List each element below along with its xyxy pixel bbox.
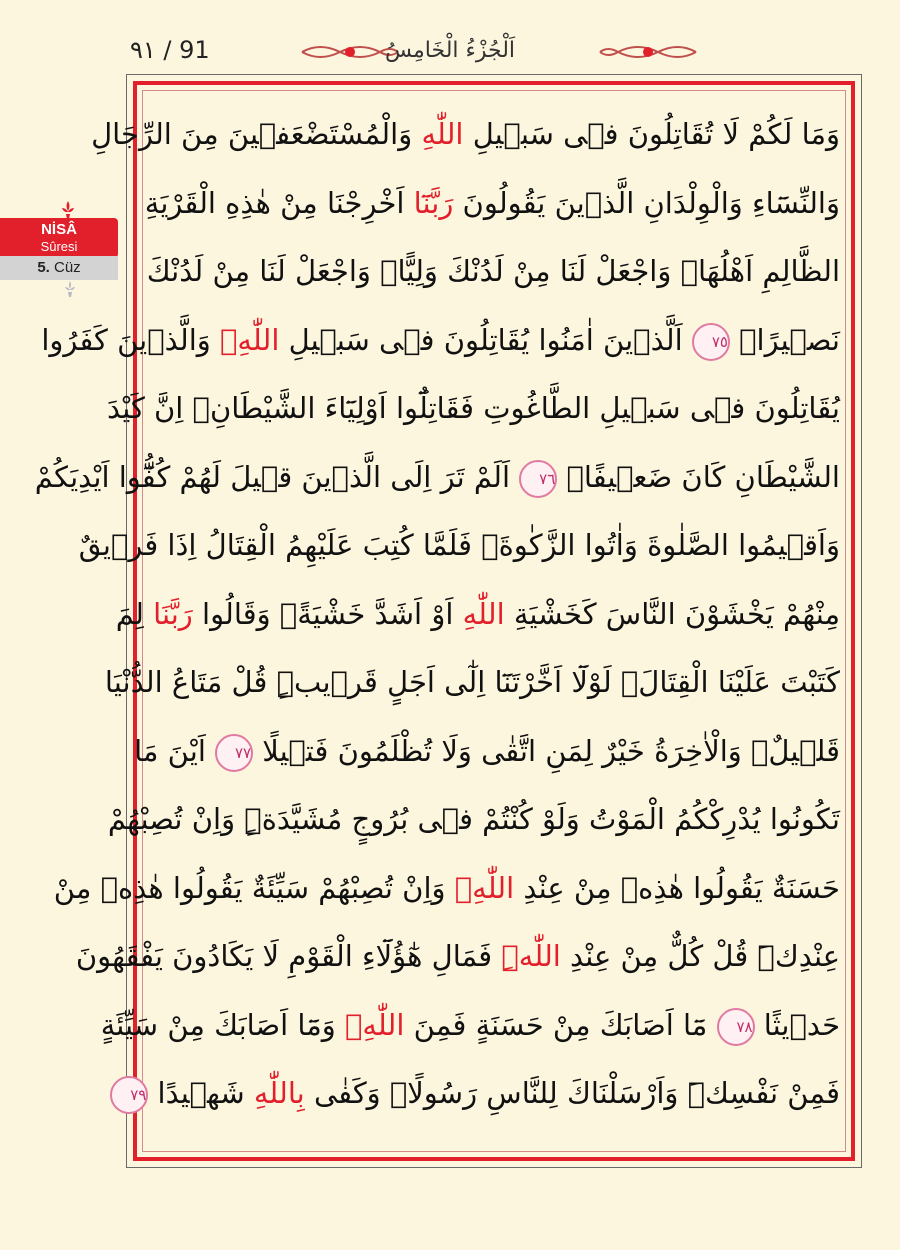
- verse-line: [78, 511, 840, 580]
- verse-text: تَكُونُوا يُدْرِكْكُمُ الْمَوْتُ وَلَوْ كُنْتُمْ فٖى بُرُوجٍ مُشَيَّدَةٍۜ وَاِنْ تُصِبْهُمْ: [107, 802, 840, 836]
- verse-text: عِنْدِكَۜ قُلْ كُلٌّ مِنْ عِنْدِ: [560, 939, 840, 973]
- verse-text: اَلَّذٖينَ اٰمَنُوا يُقَاتِلُونَ فٖى سَبٖيلِ: [279, 322, 692, 357]
- page-header: [0, 0, 900, 80]
- ayah-number-marker: ٧٩: [110, 1076, 148, 1114]
- verse-text: شَهٖيدًا: [148, 1076, 254, 1110]
- verse-line: [115, 580, 840, 649]
- verse-text: ۜ فَمَالِ هٰٓؤُلَٓاءِ الْقَوْمِ لَا يَكَادُونَ يَفْقَهُونَ: [75, 939, 502, 973]
- verse-text: مَٓا اَصَابَكَ مِنْ حَسَنَةٍ فَمِنَ: [404, 1007, 717, 1042]
- divine-name-text: اللّٰهِ: [344, 1007, 405, 1042]
- verse-text: وَاَقٖيمُوا الصَّلٰوةَ وَاٰتُوا الزَّكٰوةَۚ فَلَمَّا كُتِبَ عَلَيْهِمُ الْقِتَالُ اِذَا فَرٖيقٌ: [78, 528, 840, 562]
- cuz-label-box: [0, 256, 118, 280]
- divine-name-text: اللّٰهِ: [501, 939, 561, 973]
- verse-line: [91, 100, 840, 169]
- ayah-number-marker: ٧٨: [717, 1008, 755, 1046]
- verse-text: الظَّالِمِ اَهْلُهَاۚ وَاجْعَلْ لَنَا مِنْ لَدُنْكَ وَلِيًّاۚ وَاجْعَلْ لَنَا مِنْ لَدُنْكَ: [146, 254, 840, 288]
- verse-text: لِمَ: [115, 596, 154, 631]
- verse-line: [144, 169, 840, 238]
- verse-text: وَالنِّسَٓاءِ وَالْوِلْدَانِ الَّذٖينَ يَقُولُونَ: [453, 185, 840, 220]
- divine-name-text: اللّٰهِ: [454, 870, 515, 905]
- verse-text: اَيْنَ مَا: [134, 733, 216, 768]
- divine-name-text: اللّٰهِ: [421, 117, 464, 151]
- verse-text: اَخْرِجْنَا مِنْ هٰذِهِ الْقَرْيَةِ: [144, 185, 414, 220]
- verse-line: [100, 991, 840, 1060]
- cuz-label: Cüz: [54, 259, 81, 276]
- verse-text: مِنْهُمْ يَخْشَوْنَ النَّاسَ كَخَشْيَةِ: [504, 596, 840, 631]
- verse-text: نَصٖيرًاۜ: [729, 322, 840, 357]
- divine-name-text: اللّٰهِ: [219, 322, 280, 357]
- verse-text: الشَّيْطَانِ كَانَ ضَعٖيفًاۘ: [557, 459, 840, 494]
- verse-line: [134, 717, 840, 786]
- verse-line: [130, 1059, 840, 1128]
- page-number: ٩١ / 91: [130, 36, 210, 64]
- verse-text: حَدٖيثًا: [754, 1007, 840, 1042]
- verse-line: [146, 237, 840, 306]
- verse-text: ۚ وَاِنْ تُصِبْهُمْ سَيِّئَةٌ يَقُولُوا هٰذِهٖ مِنْ: [53, 870, 455, 905]
- verse-text: فَمِنْ نَفْسِكَۜ وَاَرْسَلْنَاكَ لِلنَّاسِ رَسُولًاۜ وَكَفٰى: [304, 1076, 840, 1110]
- divine-name-text: رَبَّنَا: [153, 596, 193, 631]
- verse-line: [106, 374, 840, 443]
- verse-line: [104, 648, 840, 717]
- ayah-number-marker: ٧٥: [692, 323, 730, 361]
- divine-name-text: بِاللّٰهِ: [253, 1076, 305, 1110]
- verse-text: اَلَمْ تَرَ اِلَى الَّذٖينَ قٖيلَ لَهُمْ كُفُّٓوا اَيْدِيَكُمْ: [34, 459, 520, 494]
- ayah-number-marker: ٧٦: [519, 460, 557, 498]
- verse-line: [107, 785, 840, 854]
- verse-line: [53, 854, 840, 923]
- verse-line: [34, 443, 840, 512]
- verse-text: ۚ وَالَّذٖينَ كَفَرُوا: [41, 322, 220, 357]
- verse-line: [75, 922, 840, 991]
- ayah-number-marker: ٧٧: [215, 734, 253, 772]
- verse-text: ۘ وَمَٓا اَصَابَكَ مِنْ سَيِّئَةٍ: [100, 1007, 345, 1042]
- verse-text: اَوْ اَشَدَّ خَشْيَةًۚ وَقَالُوا: [192, 596, 463, 631]
- sure-label-box: [0, 218, 118, 258]
- fleur-de-lis-icon: [62, 280, 78, 298]
- sure-name: NİSÂ: [41, 221, 77, 238]
- sure-sub-label: Sûresi: [40, 239, 78, 254]
- verse-text: وَالْمُسْتَضْعَفٖينَ مِنَ الرِّجَالِ: [91, 117, 422, 151]
- right-ornament-icon: [598, 40, 698, 64]
- divine-name-text: رَبَّنَٓا: [413, 185, 454, 220]
- verse-text: قَلٖيلٌۚ وَالْاٰخِرَةُ خَيْرٌ لِمَنِ اتَّقٰى وَلَا تُظْلَمُونَ فَتٖيلًا: [253, 733, 840, 768]
- verse-line: [41, 306, 840, 375]
- divine-name-text: اللّٰهِ: [462, 596, 505, 631]
- verse-text: كَتَبْتَ عَلَيْنَا الْقِتَالَۚ لَوْلَٓا اَخَّرْتَنَٓا اِلٰٓى اَجَلٍ قَرٖيبٍۜ قُلْ مَتَاعُ الدُّنْيَا: [104, 665, 840, 699]
- fleur-de-lis-icon: [58, 200, 78, 220]
- juz-title: اَلْجُزْءُ الْخَامِسُ: [384, 38, 516, 63]
- verse-text: وَمَا لَكُمْ لَا تُقَاتِلُونَ فٖى سَبٖيلِ: [463, 117, 840, 151]
- verse-text: حَسَنَةٌ يَقُولُوا هٰذِهٖ مِنْ عِنْدِ: [514, 870, 840, 905]
- cuz-number: 5.: [37, 259, 50, 276]
- verse-text: يُقَاتِلُونَ فٖى سَبٖيلِ الطَّاغُوتِ فَقَاتِلُٓوا اَوْلِيَٓاءَ الشَّيْطَانِۚ اِنَّ كَيْدَ: [106, 391, 840, 425]
